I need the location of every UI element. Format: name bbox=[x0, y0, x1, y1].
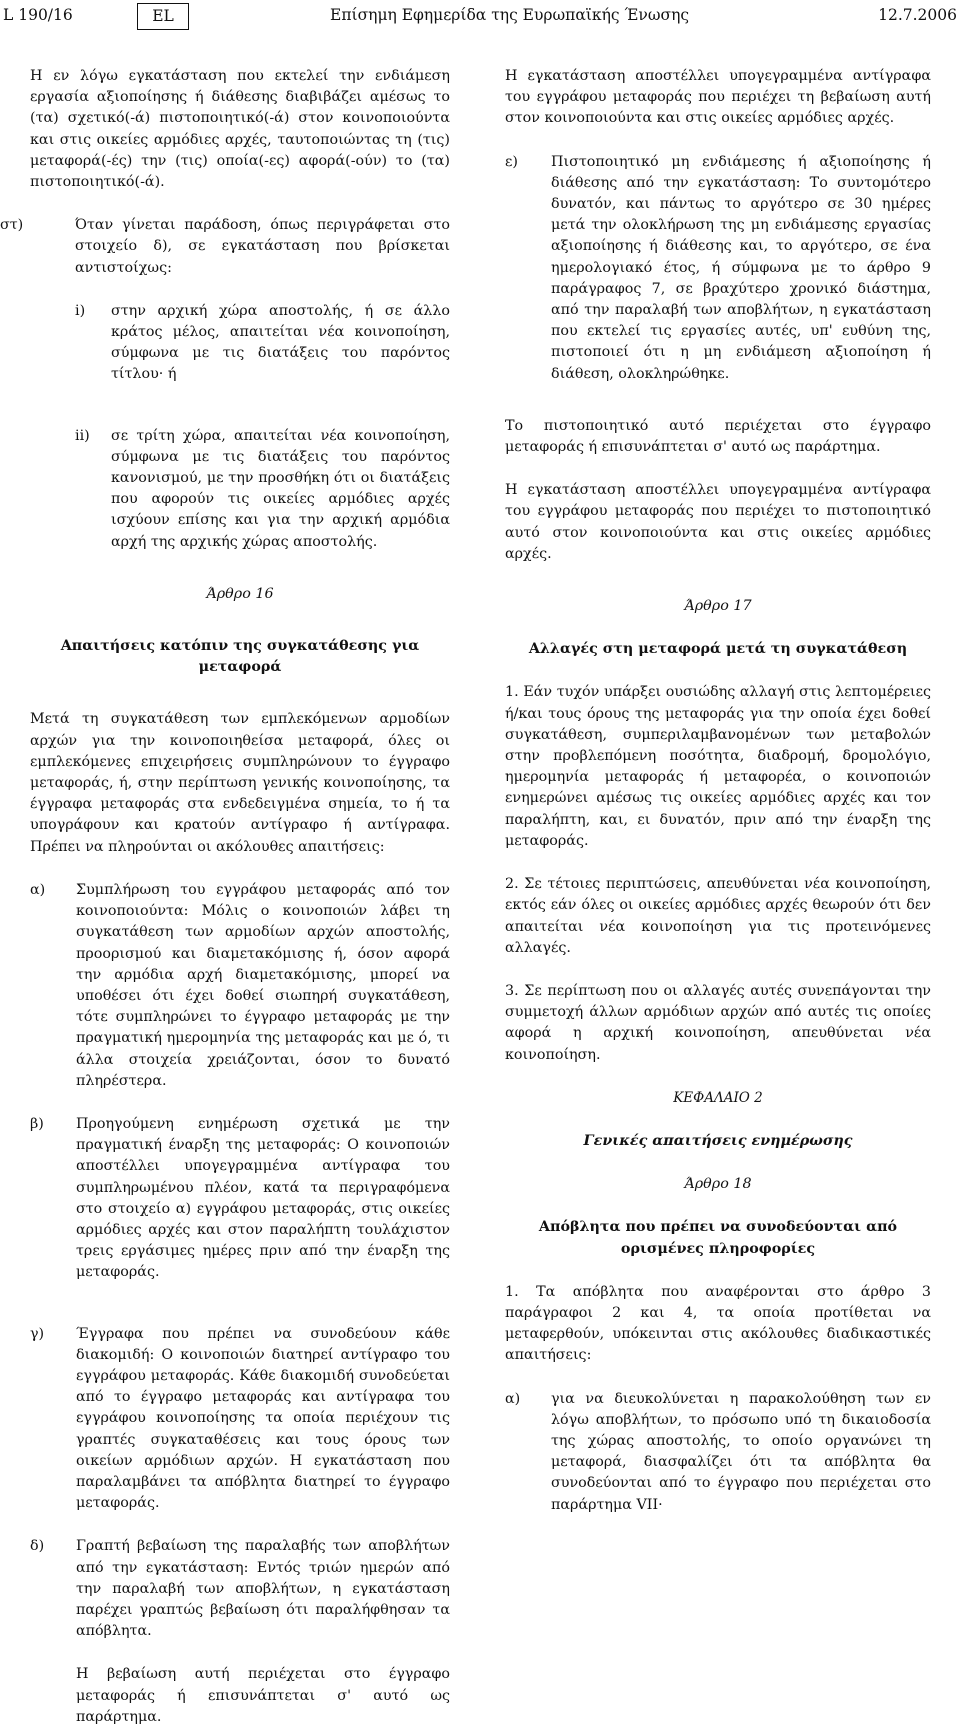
item-text: Όταν γίνεται παράδοση, όπως περιγράφεται στο στοιχείο δ), σε εγκατάσταση που βρίσκεται αντιστοίχως: bbox=[75, 217, 450, 276]
intro-paragraph: Η εν λόγω εγκατάσταση που εκτελεί την ενδιάμεση εργασία αξιοποίησης ή διάθεσης διαβιβάζει αμέσως το (τα) σχετικό(-ά) πιστοποιητικό(-ά) στον κοινοποιούντα και στις οικείες αρμόδιες αρχές, ταυτοποιώντας τη (τις) μεταφορά(-ές) την (τις) οποία(-ες) αφορά(-ούν) το (τα) πιστοποιητικό(-ά). bbox=[30, 68, 450, 191]
article-17-title: Αλλαγές στη μεταφορά μετά τη συγκατάθεση bbox=[528, 641, 908, 658]
certificate-annex-paragraph: Το πιστοποιητικό αυτό περιέχεται στο έγγραφο μεταφοράς ή επισυνάπτεται σ' αυτό ως παράρτημα. bbox=[505, 417, 931, 456]
issue-date: 12.7.2006 bbox=[878, 6, 957, 24]
item-st bbox=[0, 215, 450, 279]
item-text: Πιστοποιητικό μη ενδιάμεσης ή αξιοποίησης ή διάθεσης από την εγκατάσταση: Το συντομότερο δυνατόν, και πάντως το αργότερο σε 30 ημέρες μετά την ολοκλήρωση της μη ενδιάμεσης εργασίας αξιοποίησης ή διάθεσης και, το αργότερο, σε ένα ημερολογιακό έτος, ή σύμφωνα με το άρθρο 9 παράγραφος 7, σε βραχύτερο χρονικό διάστημα, από την παραλαβή των αποβλήτων, η εγκατάσταση που εκτελεί τις εργασίες αυτές, υπ' ευθύνη της, πιστοποιεί ότι η μη ενδιάμεση αξιοποίηση ή διάθεση, ολοκληρώθηκε. bbox=[551, 153, 931, 382]
certificate-copies-paragraph: Η εγκατάσταση αποστέλλει υπογεγραμμένα αντίγραφα του εγγράφου μεταφοράς που περιέχει τη βεβαίωση αυτή στον κοινοποιούντα και στις οικείες αρμόδιες αρχές. bbox=[505, 68, 931, 127]
left-column bbox=[0, 66, 450, 1728]
chapter-title: Γενικές απαιτήσεις ενημέρωσης bbox=[583, 1132, 853, 1149]
item-text: Συμπλήρωση του εγγράφου μεταφοράς από τον κοινοποιούντα: Μόλις ο κοινοποιών λάβει τη συγκατάθεση των αρμοδίων αρχών αποστολής, προορισμού και διαμετακόμισης ή, όσον αφορά την αρμόδια αρχή διαμετακόμισης, μπορεί να υποθέσει ότι έχει δοθεί σιωπηρή συγκατάθεση, τότε συμπληρώνει το έγγραφο μεταφοράς με την πραγματική ημερομηνία της μεταφοράς και με ό, τι άλλα στοιχεία χρειάζονται, όσον το δυνατό πληρέστερα. bbox=[76, 881, 450, 1089]
item-label: ε) bbox=[505, 153, 518, 170]
item-d bbox=[30, 1536, 450, 1642]
article-18-title: Απόβλητα που πρέπει να συνοδεύονται από ορισμένες πληροφορίες bbox=[538, 1219, 898, 1257]
article-16-title: Απαιτήσεις κατόπιν της συγκατάθεσης για μεταφορά bbox=[60, 638, 420, 676]
item-text: Η βεβαίωση αυτή περιέχεται στο έγγραφο μεταφοράς ή επισυνάπτεται σ' αυτό ως παράρτημα. bbox=[76, 1666, 450, 1725]
subitem-text: σε τρίτη χώρα, απαιτείται νέα κοινοποίηση, σύμφωνα με τις διατάξεις του παρόντος κανονισμού, με την προσθήκη ότι οι διατάξεις που αφορούν τις οικείες αρμόδιες αρχές ισχύουν επίσης και για την αρχική αρμόδια αρχή της αρχικής χώρας αποστολής. bbox=[111, 427, 450, 550]
item-d-continuation bbox=[30, 1664, 450, 1728]
subitem-text: στην αρχική χώρα αποστολής, ή σε άλλο κράτος μέλος, απαιτείται νέα κοινοποίηση, σύμφωνα με τις διατάξεις του παρόντος τίτλου· ή bbox=[111, 302, 450, 383]
item-text: για να διευκολύνεται η παρακολούθηση των εν λόγω αποβλήτων, το πρόσωπο υπό τη δικαιοδοσία της χώρας αποστολής, το οποίο οργανώνει τη μεταφορά, διασφαλίζει ότι τα απόβλητα θα συνοδεύονται από το έγγραφο που περιέχεται στο παράρτημα VII· bbox=[551, 1390, 931, 1513]
page-reference: L 190/16 bbox=[3, 6, 73, 24]
subitem-i bbox=[75, 301, 450, 386]
subitem-ii bbox=[75, 426, 450, 553]
item-text: Γραπτή βεβαίωση της παραλαβής των αποβλήτων από την εγκατάσταση: Εντός τριών ημερών από την παραλαβή των αποβλήτων, η εγκατάσταση παρέχει γραπτώς βεβαίωση ότι παραλήφθησαν τα απόβλητα. bbox=[76, 1538, 450, 1640]
item-b bbox=[30, 1114, 450, 1284]
article-18-item-a bbox=[505, 1389, 931, 1516]
chapter-label: ΚΕΦΑΛΑΙΟ 2 bbox=[673, 1089, 763, 1106]
certificate-send-paragraph: Η εγκατάσταση αποστέλλει υπογεγραμμένα αντίγραφα του εγγράφου μεταφοράς που περιέχει το πιστοποιητικό αυτό στον κοινοποιούντα και στις οικείες αρμόδιες αρχές. bbox=[505, 482, 931, 562]
article-17-paragraph-3: 3. Σε περίπτωση που οι αλλαγές αυτές συνεπάγονται την συμμετοχή άλλων αρμόδιων αρχών από αυτές τις οποίες αφορά η αρχική κοινοποίηση, απευθύνεται νέα κοινοποίηση. bbox=[505, 982, 931, 1063]
right-column bbox=[505, 66, 931, 1516]
item-label: γ) bbox=[30, 1325, 45, 1342]
article-17-number: Άρθρο 17 bbox=[684, 598, 752, 615]
item-label: α) bbox=[505, 1390, 521, 1407]
item-label: στ) bbox=[0, 217, 24, 234]
article-17-paragraph-2: 2. Σε τέτοιες περιπτώσεις, απευθύνεται νέα κοινοποίηση, εκτός εάν όλες οι οικείες αρμόδιες αρχές θεωρούν ότι δεν απαιτείται νέα κοινοποίηση για τις προτεινόμενες αλλαγές. bbox=[505, 876, 931, 956]
item-e bbox=[505, 152, 931, 385]
subitem-label: ii) bbox=[75, 427, 90, 444]
item-text: Προηγούμενη ενημέρωση σχετικά με την πραγματική έναρξη της μεταφοράς: Ο κοινοποιών αποστέλλει υπογεγραμμένα αντίγραφα του συμπληρωμένου πλέον, κατά τα περιγραφόμενα στο στοιχείο α) εγγράφου μεταφοράς, στις οικείες αρμόδιες αρχές και στον παραλήπτη τουλάχιστον τρεις εργάσιμες ημέρες πριν από την έναρξη της μεταφοράς. bbox=[76, 1115, 450, 1281]
item-label: β) bbox=[30, 1115, 44, 1132]
article-16-number: Άρθρο 16 bbox=[206, 585, 274, 602]
item-c bbox=[30, 1324, 450, 1515]
item-label: α) bbox=[30, 881, 46, 898]
subitem-label: i) bbox=[75, 302, 86, 319]
article-16-intro: Μετά τη συγκατάθεση των εμπλεκόμενων αρμοδίων αρχών για την κοινοποιηθείσα μεταφορά, όλες οι εμπλεκόμενες επιχειρήσεις συμπληρώνουν το έγγραφο μεταφοράς, ή, στην περίπτωση γενικής κοινοποίησης, τα έγγραφα μεταφοράς στα ενδεδειγμένα σημεία, το ή τα υπογράφουν και κρατούν αντίγραφο ή αντίγραφα. Πρέπει να πληρούνται οι ακόλουθες απαιτήσεις: bbox=[30, 711, 450, 855]
journal-title: Επίσημη Εφημερίδα της Ευρωπαϊκής Ένωσης bbox=[330, 6, 690, 24]
article-18-paragraph-1: 1. Τα απόβλητα που αναφέρονται στο άρθρο 3 παράγραφοι 2 και 4, τα οποία προτίθεται να μεταφερθούν, υπόκεινται στις ακόλουθες διαδικαστικές απαιτήσεις: bbox=[505, 1283, 931, 1364]
item-a bbox=[30, 880, 450, 1092]
page-header bbox=[0, 0, 960, 34]
item-label: δ) bbox=[30, 1538, 45, 1555]
item-text: Έγγραφα που πρέπει να συνοδεύουν κάθε διακομιδή: Ο κοινοποιών διατηρεί αντίγραφο του εγγράφου μεταφοράς. Κάθε διακομιδή συνοδεύεται από το έγγραφο μεταφοράς και αντίγραφα του εγγράφου κοινοποίησης τα οποία περιέχουν τις γραπτές συγκαταθέσεις και τους όρους των οικείων αρμόδιων αρχών. Η εγκατάσταση που παραλαμβάνει τα απόβλητα διατηρεί το έγγραφο μεταφοράς. bbox=[76, 1325, 450, 1512]
language-box: EL bbox=[137, 3, 189, 30]
article-17-paragraph-1: 1. Εάν τυχόν υπάρξει ουσιώδης αλλαγή στις λεπτομέρειες ή/και τους όρους της μεταφοράς για την οποία έχει δοθεί συγκατάθεση, συμπεριλαμβανομένων των μεταβολών στην προβλεπόμενη ποσότητα, διαδρομή, δρομολόγιο, ημερομηνία μεταφοράς ή μεταφορέα, ο κοινοποιών ενημερώνει αμέσως τις οικείες αρμόδιες αρχές και τον παραλήπτη, και, ει δυνατόν, πριν από την έναρξη της μεταφοράς. bbox=[505, 684, 931, 849]
article-18-number: Άρθρο 18 bbox=[684, 1176, 752, 1193]
